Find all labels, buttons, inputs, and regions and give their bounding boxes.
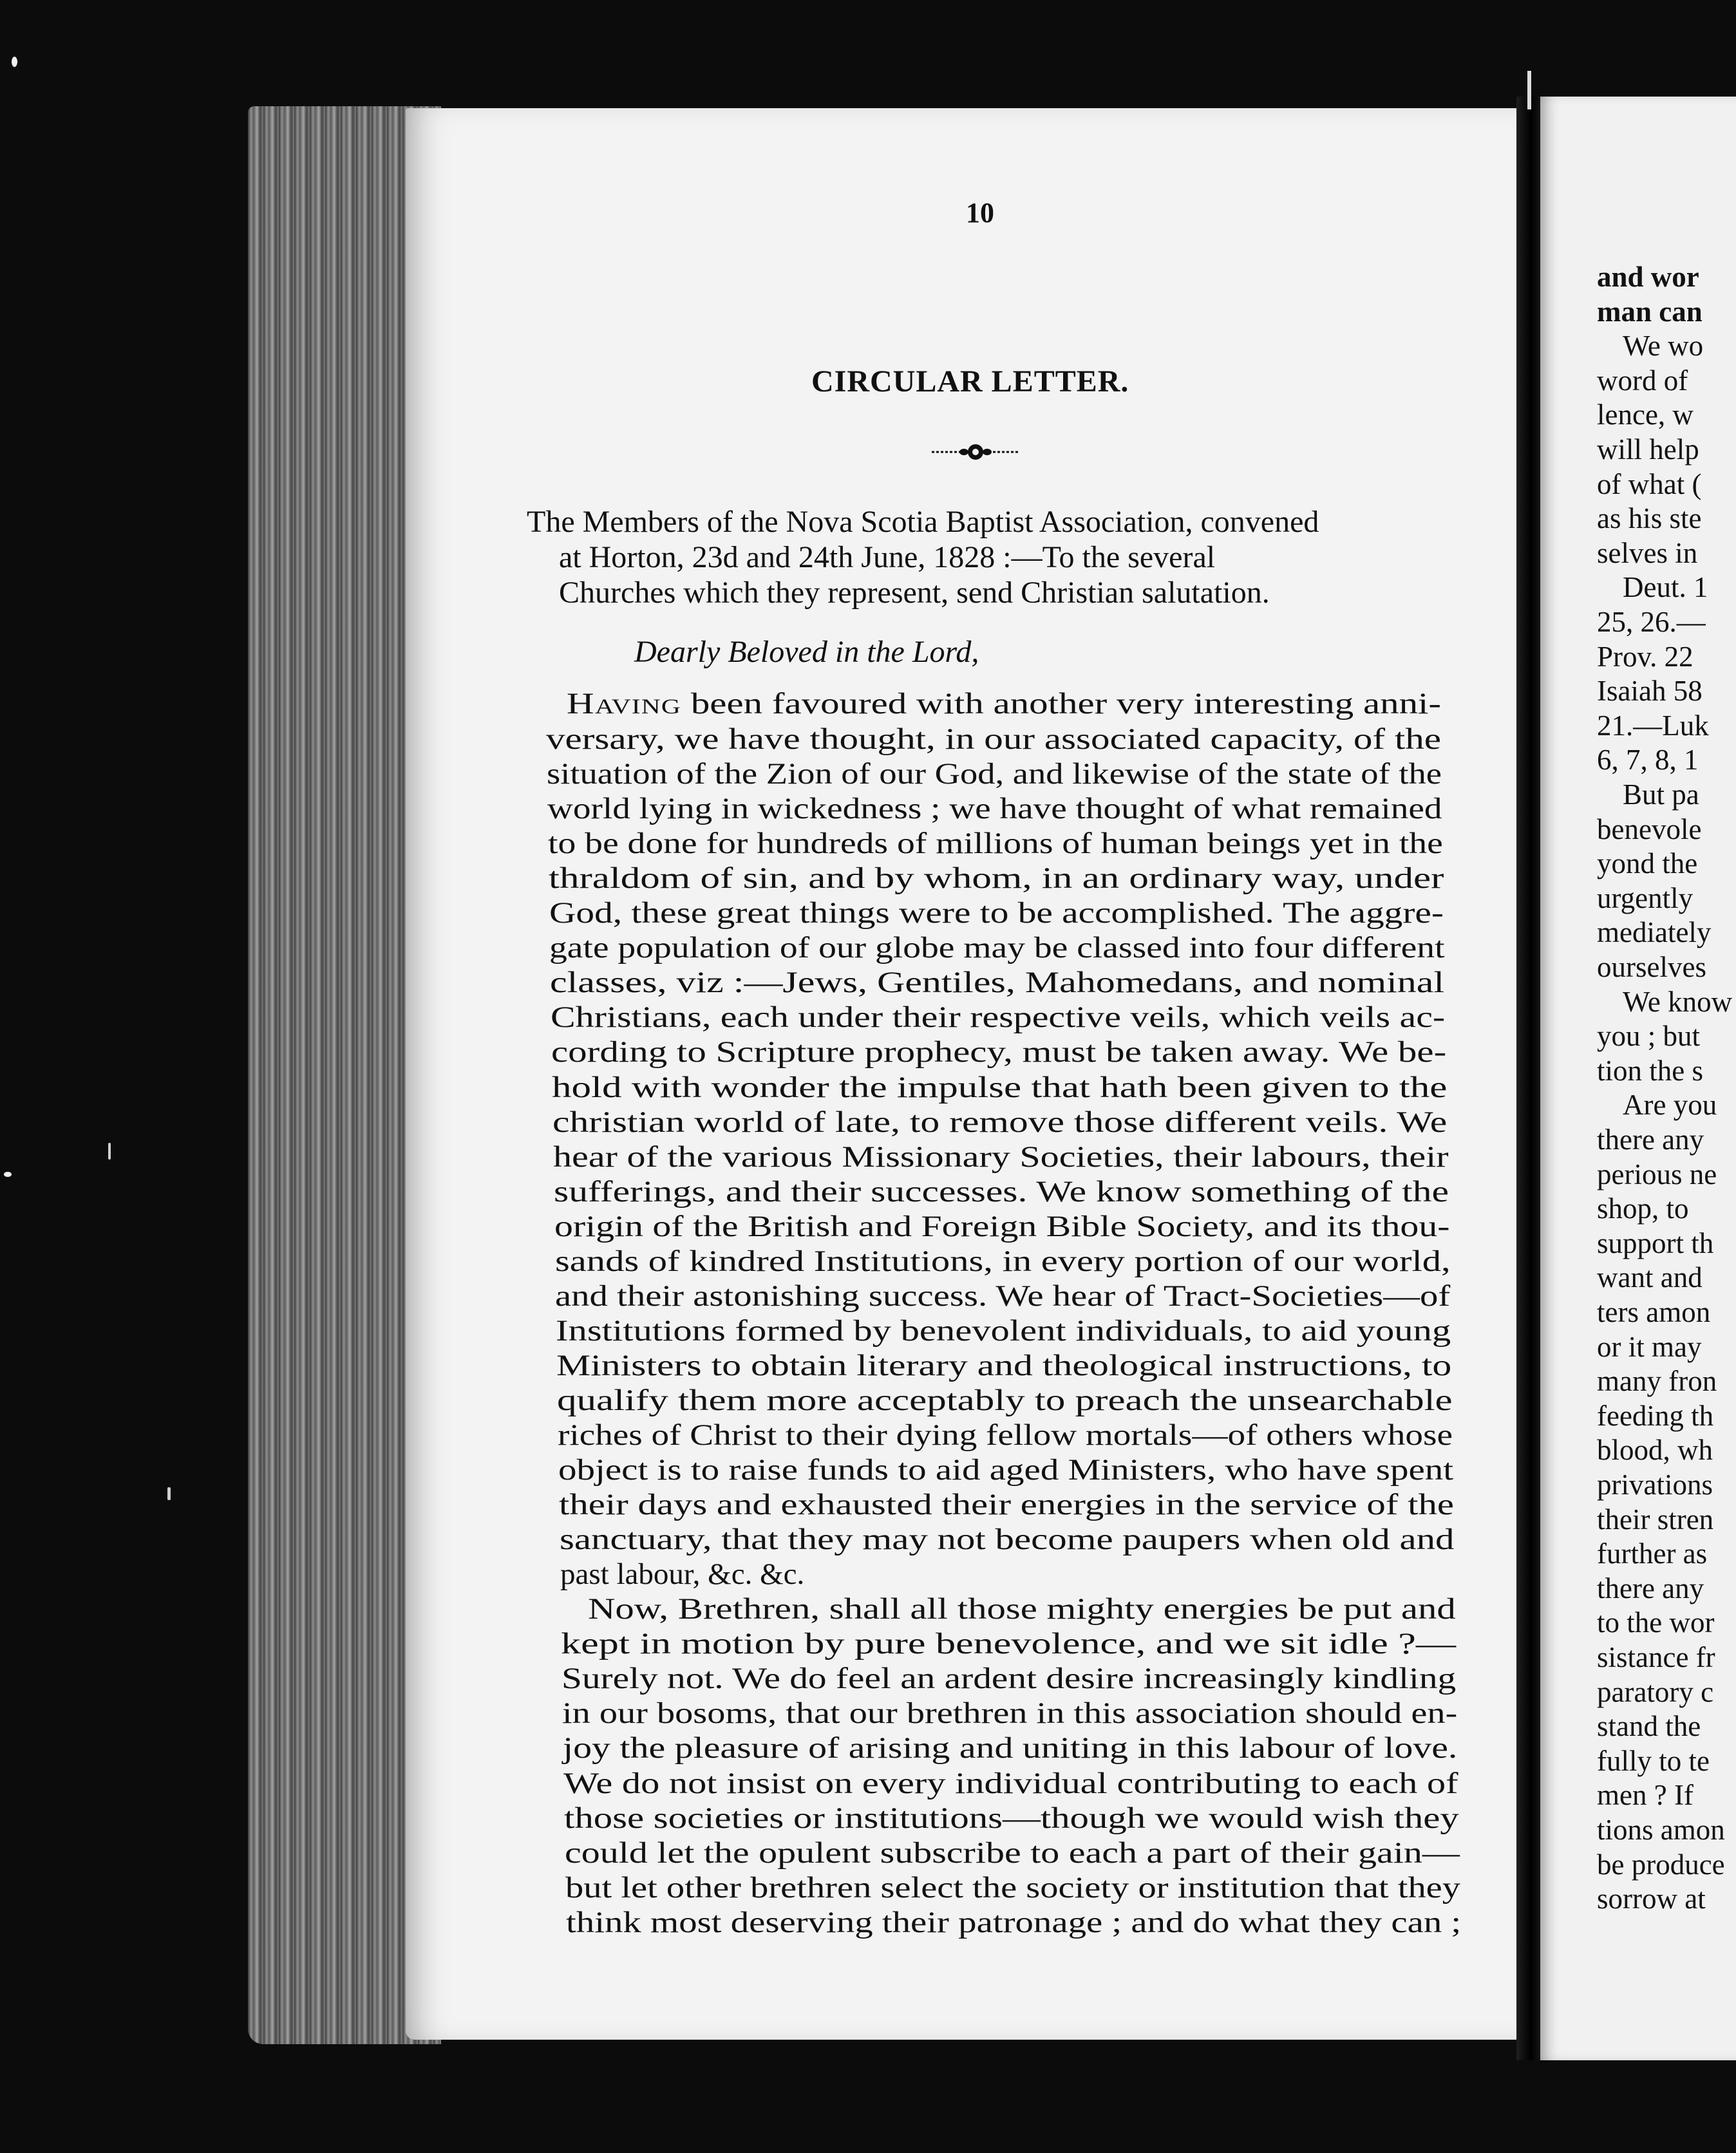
fragment-line: there any — [1597, 1572, 1704, 1604]
fragment-line: selves in — [1597, 537, 1698, 569]
fragment-line: benevole — [1597, 813, 1702, 845]
body-line: thraldom of sin, and by whom, in an ordinary way, under — [549, 861, 1444, 895]
fragment-line: ourselves — [1597, 951, 1706, 983]
fragment-line: Deut. 1 — [1623, 571, 1708, 603]
fragment-line: Are you — [1623, 1089, 1717, 1121]
body-line: gate population of our globe may be classed into four different — [549, 931, 1445, 964]
body-line: classes, viz :—Jews, Gentiles, Mahomedans, and nominal — [550, 966, 1445, 999]
body-line: joy the pleasure of arising and uniting in this labour of love. — [563, 1731, 1458, 1765]
fragment-line: men ? If — [1597, 1779, 1694, 1811]
fragment-line: blood, wh — [1597, 1434, 1713, 1466]
body-line: We do not insist on every individual contributing to each of — [563, 1767, 1458, 1800]
body-line: Christians, each under their respective veils, which veils ac- — [551, 1001, 1446, 1034]
fragment-line: privations — [1597, 1469, 1713, 1501]
fragment-line: many fron — [1597, 1365, 1717, 1397]
first-line-rest: been favoured with another very interesting anni- — [690, 687, 1442, 720]
salutation: Dearly Beloved in the Lord, — [634, 635, 979, 669]
body-line: object is to raise funds to aid aged Ministers, who have spent — [558, 1453, 1454, 1487]
body-line: God, these great things were to be accomplished. The aggre- — [549, 896, 1444, 930]
drop-word: Having — [567, 687, 682, 720]
body-line: could let the opulent subscribe to each a part of their gain— — [565, 1836, 1460, 1870]
body-line: christian world of late, to remove those different veils. We — [552, 1105, 1448, 1139]
fragment-line: there any — [1597, 1124, 1704, 1156]
fragment-line: But pa — [1623, 778, 1699, 811]
fragment-line: 25, 26.— — [1597, 606, 1706, 638]
body-line: origin of the British and Foreign Bible Society, and its thou- — [554, 1210, 1450, 1243]
body-line: riches of Christ to their dying fellow mortals—of others whose — [558, 1418, 1453, 1452]
body-line: sanctuary, that they may not become paupers when old and — [560, 1523, 1455, 1556]
body-line: and their astonishing success. We hear of Tract-Societies—of — [555, 1279, 1451, 1313]
fragment-line: sistance fr — [1597, 1641, 1715, 1673]
fragment-line: 6, 7, 8, 1 — [1597, 744, 1699, 776]
body-line: in our bosoms, that our brethren in this association should en- — [562, 1697, 1458, 1730]
body-line: situation of the Zion of our God, and likewise of the state of the — [547, 757, 1442, 791]
body-line: qualify them more acceptably to preach the unsearchable — [557, 1384, 1453, 1417]
fragment-line: We wo — [1623, 330, 1704, 362]
body-line: their days and exhausted their energies in the service of the — [559, 1488, 1454, 1521]
fragment-line: further as — [1597, 1537, 1708, 1570]
body-line: past labour, &c. &c. — [560, 1557, 805, 1591]
fragment-line: Isaiah 58 — [1597, 675, 1703, 707]
scan-speck — [12, 57, 17, 67]
body-line: hold with wonder the impulse that hath been given to the — [552, 1071, 1448, 1104]
fragment-line: their stren — [1597, 1503, 1714, 1536]
fragment-line: We know — [1623, 986, 1733, 1018]
fragment-line: want and — [1597, 1261, 1703, 1293]
fragment-line: yond the — [1597, 847, 1698, 879]
fragment-line: lence, w — [1597, 399, 1694, 431]
fragment-line: to the wor — [1597, 1606, 1715, 1639]
fragment-line: will help — [1597, 433, 1699, 465]
body-line: kept in motion by pure benevolence, and we sit idle ?— — [561, 1627, 1457, 1660]
body-line: world lying in wickedness ; we have thought of what remained — [547, 792, 1442, 825]
fragment-line: you ; but — [1597, 1020, 1701, 1052]
fragment-line: and wor — [1597, 261, 1699, 293]
scan-speck — [167, 1487, 171, 1500]
fragment-line: shop, to — [1597, 1192, 1689, 1225]
body-line: to be done for hundreds of millions of human beings yet in the — [548, 827, 1443, 860]
fragment-line: word of — [1597, 364, 1688, 397]
body-line: Surely not. We do feel an ardent desire increasingly kindling — [561, 1662, 1457, 1695]
letter-title: CIRCULAR LETTER. — [811, 364, 1129, 399]
fragment-line: urgently — [1597, 882, 1694, 914]
fragment-line: as his ste — [1597, 502, 1702, 534]
right-page-text — [1540, 97, 1736, 2060]
body-line: Institutions formed by benevolent individuals, to aid young — [556, 1314, 1451, 1348]
fragment-line: tion the s — [1597, 1055, 1703, 1087]
fragment-line: tions amon — [1597, 1814, 1725, 1846]
fragment-line: ters amon — [1597, 1296, 1711, 1328]
fragment-line: Prov. 22 — [1597, 641, 1694, 673]
body-line: sands of kindred Institutions, in every portion of our world, — [555, 1245, 1451, 1278]
scan-mark — [1527, 71, 1531, 109]
body-line: sufferings, and their successes. We know something of the — [554, 1175, 1449, 1208]
fragment-line: stand the — [1597, 1710, 1701, 1742]
fragment-line: man can — [1597, 296, 1703, 328]
page-number: 10 — [966, 197, 994, 229]
scan-speck — [4, 1172, 12, 1177]
fragment-line: 21.—Luk — [1597, 710, 1709, 742]
body-line-first — [567, 689, 1441, 719]
fragment-line: mediately — [1597, 916, 1712, 948]
body-line: Ministers to obtain literary and theological instructions, to — [556, 1349, 1452, 1382]
address-line: Churches which they represent, send Christian salutation. — [559, 576, 1270, 610]
body-line: those societies or institutions—though we would wish they — [564, 1801, 1459, 1835]
fragment-line: sorrow at — [1597, 1883, 1706, 1915]
fragment-line: paratory c — [1597, 1676, 1714, 1708]
fragment-line: be produce — [1597, 1848, 1725, 1881]
ornament-icon — [930, 439, 1021, 465]
fragment-line: support th — [1597, 1227, 1714, 1259]
body-line: hear of the various Missionary Societies, their labours, their — [553, 1140, 1449, 1174]
body-line: cording to Scripture prophecy, must be taken away. We be- — [551, 1035, 1447, 1069]
body-line: Now, Brethren, shall all those mighty energies be put and — [588, 1592, 1456, 1626]
scan-speck — [108, 1143, 111, 1160]
body-line: think most deserving their patronage ; and do what they can ; — [566, 1906, 1462, 1939]
address-line: The Members of the Nova Scotia Baptist Association, convened — [527, 505, 1319, 539]
fragment-line: of what ( — [1597, 468, 1702, 500]
address-line: at Horton, 23d and 24th June, 1828 :—To the several — [559, 540, 1216, 574]
fragment-line: feeding th — [1597, 1400, 1714, 1432]
fragment-line: or it may — [1597, 1331, 1702, 1363]
body-line: versary, we have thought, in our associated capacity, of the — [546, 722, 1442, 756]
body-line: but let other brethren select the society or institution that they — [565, 1871, 1461, 1904]
fragment-line: perious ne — [1597, 1158, 1717, 1190]
fragment-line: fully to te — [1597, 1745, 1710, 1777]
